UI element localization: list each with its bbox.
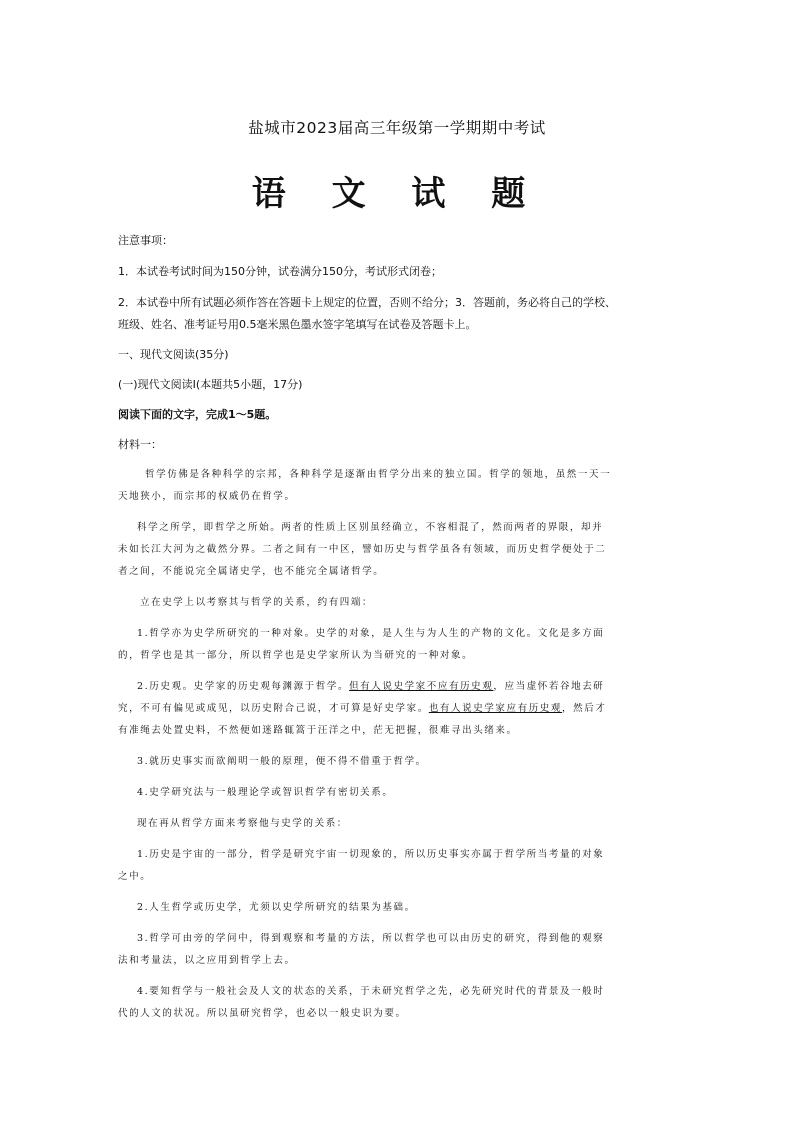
exam-subtitle: 盐城市2023届高三年级第一学期期中考试 [248, 119, 546, 137]
passage-line: 法和考量法，以之应用到哲学上去。 [118, 955, 296, 966]
notes-item-1: 1．本试卷考试时间为150分钟，试卷满分150分，考试形式闭卷； [118, 265, 442, 278]
passage-line: 代的人文的状况。所以虽研究哲学，也必以一般史识为要。 [118, 1008, 407, 1019]
underlined-text: 但有人说史学家不应有历史观 [349, 681, 494, 692]
passage-line: 有准绳去处置史料，不然便如迷路辄篙于汪洋之中，茫无把握，很难寻出头绪来。 [118, 725, 518, 736]
passage-line: 3.就历史事实而欲阐明一般的原理，便不得不借重于哲学。 [137, 756, 427, 767]
subsection-heading: (一)现代文阅读Ⅰ(本题共5小题，17分) [118, 378, 303, 391]
material-label: 材料一： [118, 438, 162, 451]
passage-line [118, 698, 678, 720]
passage-text: 究，不可有偏见或成见，以历史附合己说，才可算是好史学家。 [118, 703, 429, 714]
underlined-text: 也有人说史学家应有历史观 [428, 703, 563, 714]
passage-text: ，然后才 [562, 703, 607, 714]
passage-line: 1.历史是宇宙的一部分，哲学是研究宇宙一切现象的，所以历史事实亦属于哲学所当考量的对象 [137, 849, 605, 860]
passage-line: 之中。 [118, 871, 152, 882]
notes-item-2-line-2: 班级、姓名、准考证号用0.5毫米黑色墨水签字笔填写在试卷及答题卡上。 [118, 318, 477, 331]
reading-instruction: 阅读下面的文字，完成1～5题。 [118, 408, 277, 421]
passage-line: 2.人生哲学或历史学，尤须以史学所研究的结果为基础。 [137, 902, 416, 913]
passage-line: 现在再从哲学方面来考察他与史学的关系： [137, 818, 348, 829]
section-heading: 一、现代文阅读(35分) [118, 348, 229, 361]
passage-line: 4.史学研究法与一般理论学或智识哲学有密切关系。 [137, 787, 394, 798]
passage-text: 2.历史观。史学家的历史观每渊源于哲学。 [137, 681, 350, 692]
passage-line: 哲学仿佛是各种科学的宗邦，各种科学是逐渐由哲学分出来的独立国。哲学的领地，虽然一天一 [145, 469, 612, 480]
passage-line: 科学之所学，即哲学之所始。两者的性质上区别虽经确立，不容相混了，然而两者的界限，却并 [137, 522, 604, 533]
passage-line [137, 676, 697, 698]
passage-text: ，应当虚怀若谷地去研 [493, 681, 605, 692]
passage-line: 者之间，不能说完全属诸史学，也不能完全属诸哲学。 [118, 566, 385, 577]
passage-line: 4.要知哲学与一般社会及人文的状态的关系，于未研究哲学之先，必先研究时代的背景及一般时 [137, 986, 605, 997]
exam-title: 语 文 试 题 [251, 174, 543, 214]
notes-item-2-line-1: 2．本试卷中所有试题必须作答在答题卡上规定的位置，否则不给分；3．答题前，务必将自己的学校、 [118, 296, 616, 309]
passage-line: 立在史学上以考察其与哲学的关系，约有四端： [140, 597, 374, 608]
passage-line: 3.哲学可由旁的学问中，得到观察和考量的方法，所以哲学也可以由历史的研究，得到他的观察 [137, 933, 605, 944]
passage-line: 的，哲学也是其一部分，所以哲学也是史学家所认为当研究的一种对象。 [118, 650, 474, 661]
passage-line: 1.哲学亦为史学所研究的一种对象。史学的对象，是人生与为人生的产物的文化。文化是多方面 [137, 628, 605, 639]
passage-line: 未如长江大河为之截然分界。二者之间有一中区，譬如历史与哲学虽各有领域，而历史哲学便处于二 [118, 544, 607, 555]
passage-line: 天地狭小，而宗邦的权威仍在哲学。 [118, 491, 296, 502]
notes-heading: 注意事项： [118, 234, 173, 247]
